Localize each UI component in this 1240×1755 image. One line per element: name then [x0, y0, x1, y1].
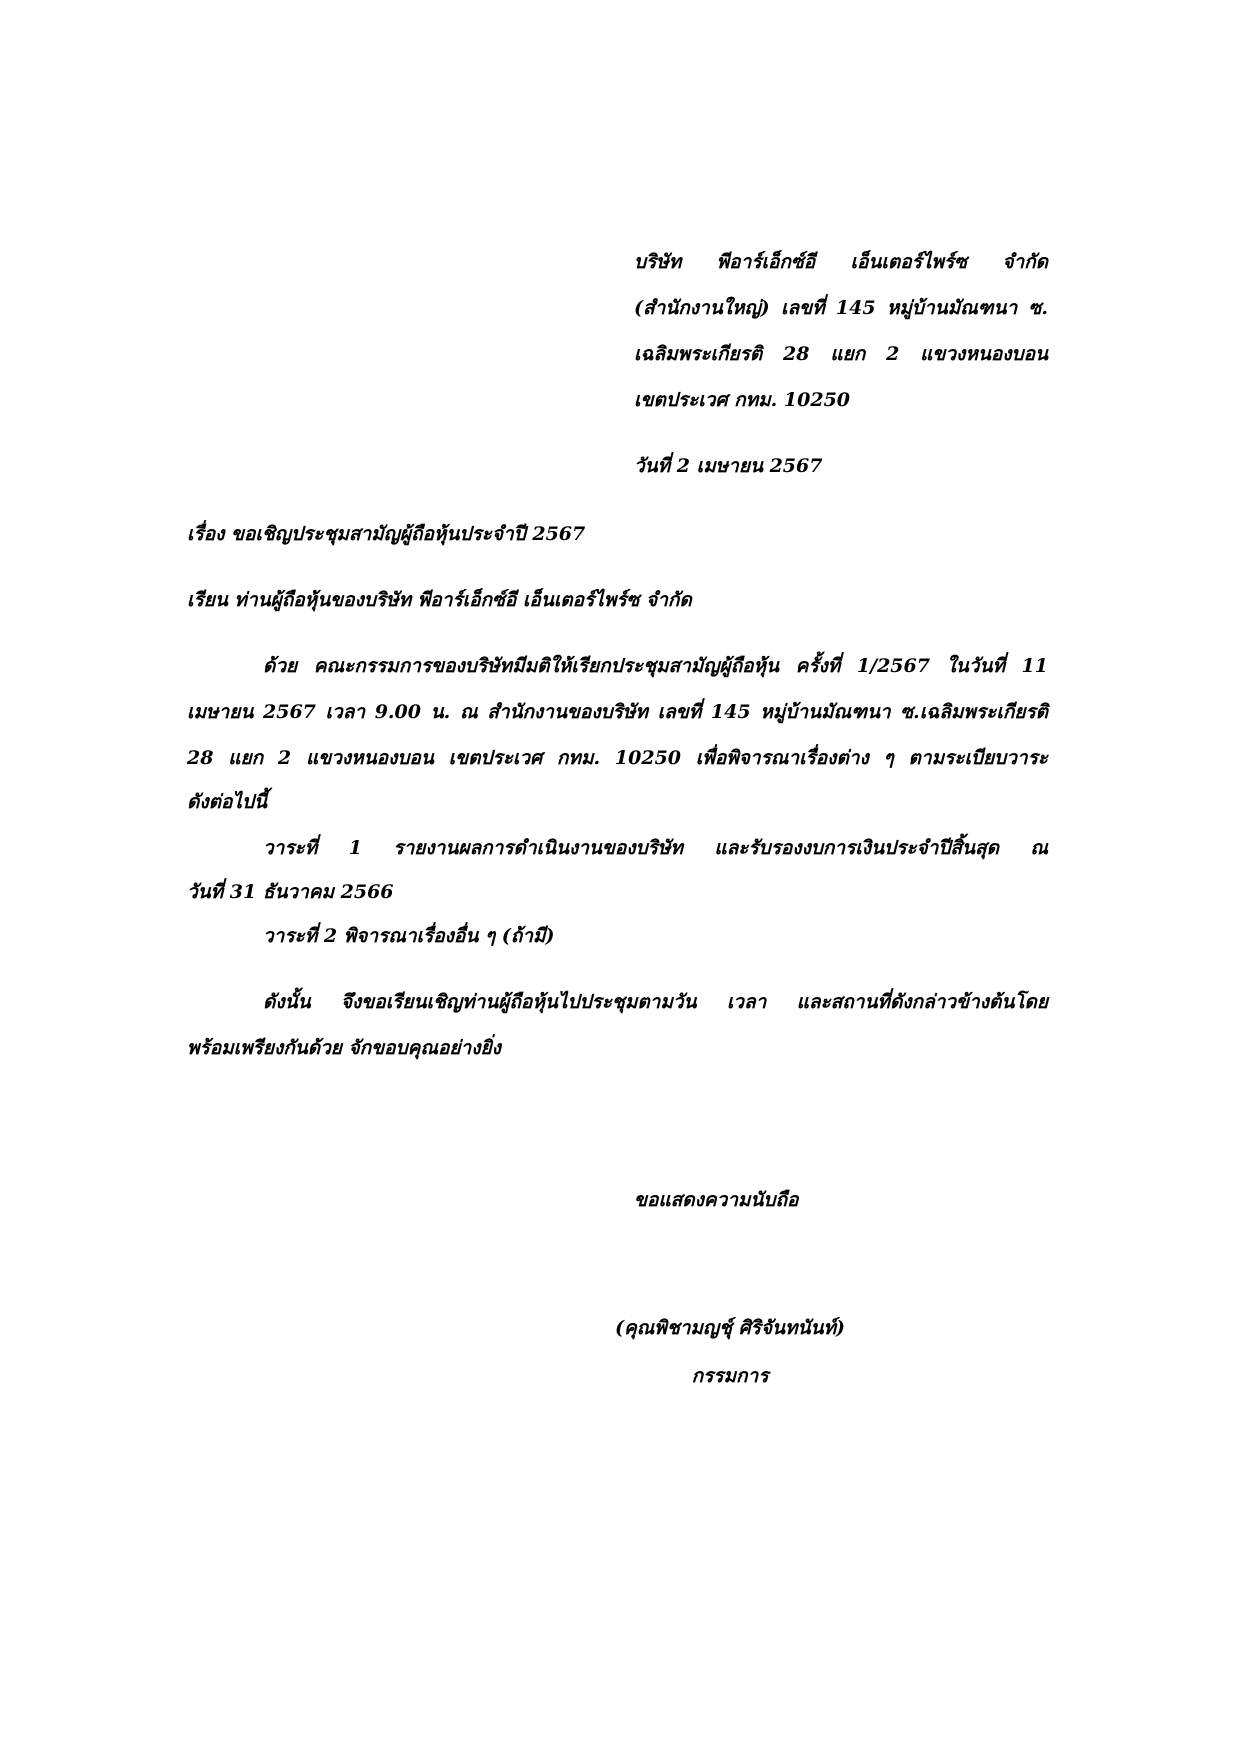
signature-name: (คุณพิชามญชุ์ ศิริจันทนันท์) [614, 1317, 846, 1339]
closing-paragraph-line-2: พร้อมเพรียงกันด้วย จักขอบคุณอย่างยิ่ง [187, 1037, 501, 1059]
agenda1-line-1: วาระที่ 1 รายงานผลการดำเนินงานของบริษัท และรับรองงบการเงินประจำปีสิ้นสุด ณ [263, 837, 1048, 859]
letter-recipient: เรียน ท่านผู้ถือหุ้นของบริษัท พีอาร์เอ็กซ์อี เอ็นเตอร์ไพร์ซ จำกัด [187, 589, 692, 611]
letter-subject: เรื่อง ขอเชิญประชุมสามัญผู้ถือหุ้นประจำปี 2567 [187, 523, 586, 545]
agenda2-line: วาระที่ 2 พิจารณาเรื่องอื่น ๆ (ถ้ามี) [263, 925, 555, 947]
paragraph1-line-4: ดังต่อไปนี้ [187, 791, 267, 813]
sender-address-line-4: เขตประเวศ กทม. 10250 [634, 389, 851, 411]
paragraph1-line-3: 28 แยก 2 แขวงหนองบอน เขตประเวศ กทม. 10250 เพื่อพิจารณาเรื่องต่าง ๆ ตามระเบียบวาระ [187, 747, 1048, 769]
signature-title: กรรมการ [691, 1365, 769, 1387]
agenda1-line-2: วันที่ 31 ธันวาคม 2566 [187, 881, 394, 903]
sender-address-line-3: เฉลิมพระเกียรติ 28 แยก 2 แขวงหนองบอน [634, 343, 1048, 365]
closing-paragraph-line-1: ดังนั้น จึงขอเรียนเชิญท่านผู้ถือหุ้นไปประชุมตามวัน เวลา และสถานที่ดังกล่าวข้างต้นโดย [263, 991, 1048, 1013]
signature-closing: ขอแสดงความนับถือ [634, 1189, 799, 1211]
letter-date: วันที่ 2 เมษายน 2567 [634, 455, 823, 477]
paragraph1-line-1: ด้วย คณะกรรมการของบริษัทมีมติให้เรียกประชุมสามัญผู้ถือหุ้น ครั้งที่ 1/2567 ในวันที่ 11 [263, 655, 1048, 677]
sender-address-line-2: (สำนักงานใหญ่) เลขที่ 145 หมู่บ้านมัณฑนา ซ. [634, 297, 1048, 319]
sender-address-line-1: บริษัท พีอาร์เอ็กซ์อี เอ็นเตอร์ไพร์ซ จำกัด [634, 251, 1048, 273]
paragraph1-line-2: เมษายน 2567 เวลา 9.00 น. ณ สำนักงานของบริษัท เลขที่ 145 หมู่บ้านมัณฑนา ซ.เฉลิมพระเกียรติ [187, 701, 1048, 723]
